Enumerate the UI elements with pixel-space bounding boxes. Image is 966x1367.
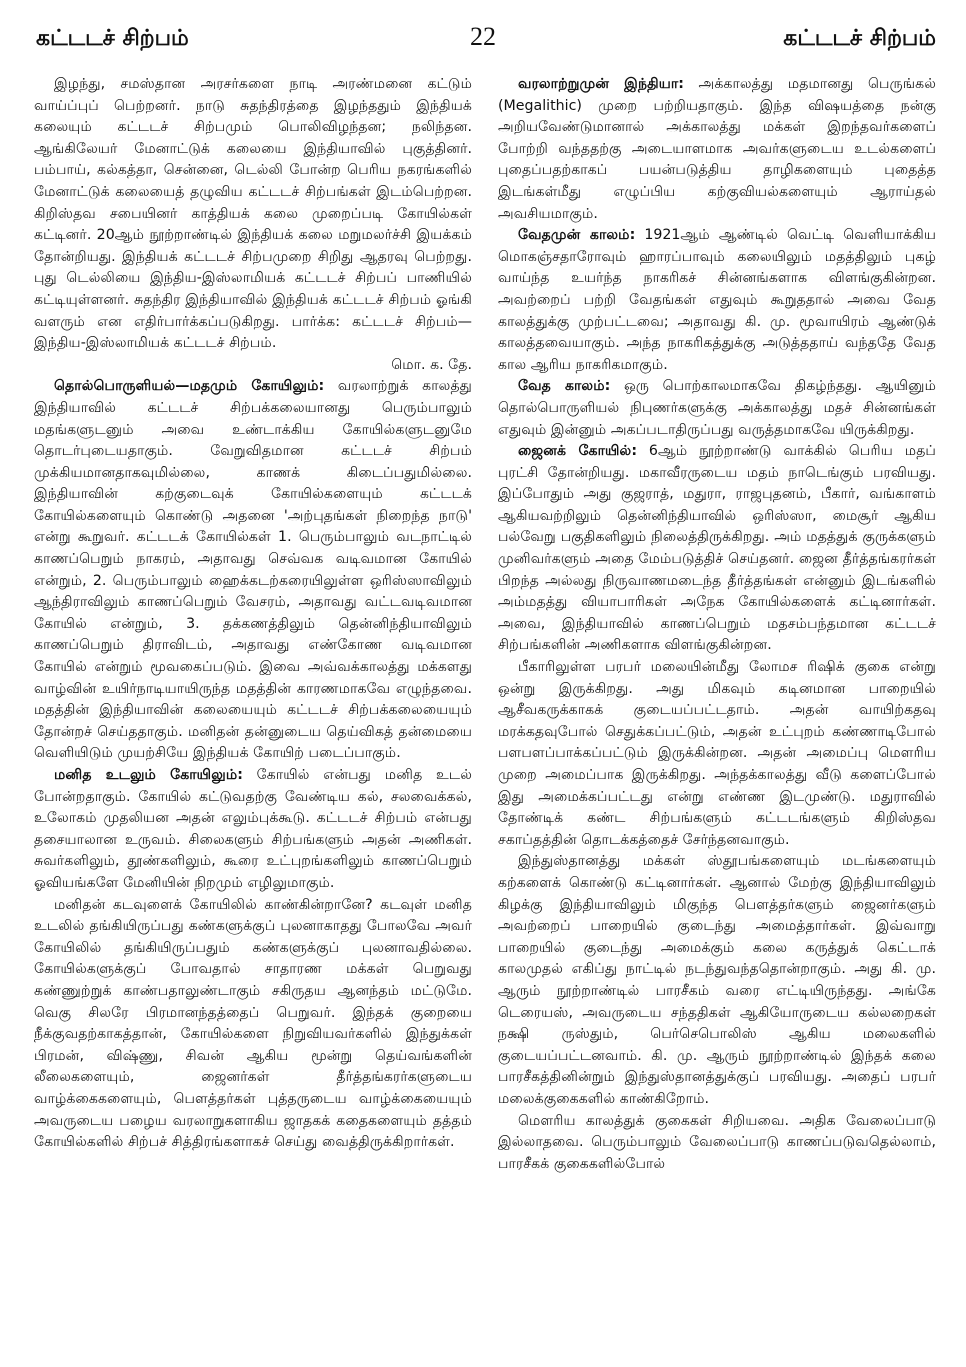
paragraph: மனிதன் கடவுளைக் கோயிலில் காண்கின்றானே? கடவுள் மனித உடலில் தங்கியிருப்பது கண்களுக்குப் புலனாகாதது போலவே அவர் கோயிலில் தங்கியிருப்பதும் கண்களுக்குப் புலனாவதில்லை. கோயில்களுக்குப் போவதால் சாதாரண மக்கள் பெறுவது கண்ணுற்றுக் காண்பதாலுண்டாகும் சகிருதய ஆனந்தம் மட்டுமே. வெகு சிலரே பிரமானந்தத்தைப் பெறுவர். இந்தக் குறையை நீக்குவதற்காகத்தான், கோயில்களை நிறுவியவர்களில் இந்துக்கள் பிரமன், விஷ்ணு, சிவன் ஆகிய மூன்று தெய்வங்களின் லீலைகளையும், ஜைனர்கள் தீர்த்தங்கரர்களுடைய வாழ்க்கைகளையும், பௌத்தர்கள் புத்தருடைய வாழ்க்கையையும் அவருடைய பழைய வரலாறுகளாகிய ஜாதகக் கதைகளையும் தத்தம் கோயில்களில் சிற்பச் சித்திரங்களாகச் செய்து வைத்திருக்கிறார்கள். <box>34 896 472 1151</box>
page-header <box>0 22 966 58</box>
section-paragraph: ஜைனக் கோயில்: 6ஆம் நூற்றாண்டு வாக்கில் பெரிய மதப் புரட்சி தோன்றியது. மகாவீரருடைய மதம் நாடெங்கும் பரவியது. இப்போதும் அது குஜராத், மதுரா, ராஜபுதனம், பீகார், வங்காளம் ஆகியவற்றிலும் தென்னிந்தியாவில் ஒரிஸ்ஸா, மைசூர் ஆகிய பல்வேறு பகுதிகளிலும் நிலைத்திருக்கிறது. அம் மதத்துக் குருக்களும் முனிவர்களும் அதை மேம்படுத்திச் செய்தனர். ஜைன தீர்த்தங்கரர்கள் பிறந்த அல்லது நிருவாணமடைந்த தீர்த்தங்கள் என்னும் இடங்களில் அம்மதத்து வியாபாரிகள் அநேக கோயில்களைக் கட்டினார்கள். அவை, இந்தியாவில் காணப்பெறும் மதசம்பந்தமான கட்டடச் சிற்பங்களின் அணிகளாக விளங்குகின்றன. <box>498 443 936 654</box>
running-title-right: கட்டடச் சிற்பம் <box>783 26 936 51</box>
running-title-left: கட்டடச் சிற்பம் <box>36 26 189 51</box>
paragraph: இழந்து, சமஸ்தான அரசர்களை நாடி அரண்மனை கட்டும் வாய்ப்புப் பெற்றனர். நாடு சுதந்திரத்தை இழந்ததும் இந்தியக் கலையும் கட்டடச் சிற்பமும் பொலிவிழந்தன; நலிந்தன. ஆங்கிலேயர் மேனாட்டுக் கலையை இந்தியாவில் புகுத்தினர். பம்பாய், கல்கத்தா, சென்னை, டெல்லி போன்ற பெரிய நகரங்களில் மேனாட்டுக் கலையைத் தழுவிய கட்டடச் சிற்பங்கள் இடம்பெற்றன. கிறிஸ்தவ சபையினர் காத்தியக் கலை முறைப்படி கோயில்கள் கட்டினர். 20ஆம் நூற்றாண்டில் இந்தியக் கலை மறுமலர்ச்சி இயக்கம் தோன்றியது. இந்தியக் கட்டடச் சிற்பமுறை சிறிது ஆதரவு பெற்றது. புது டெல்லியை இந்திய-இஸ்லாமியக் கட்டடச் சிற்பப் பாணியில் கட்டியுள்ளனர். சுதந்திர இந்தியாவில் இந்தியக் கட்டடச் சிற்பம் ஓங்கி வளரும் என எதிர்பார்க்கப்படுகிறது. பார்க்க: கட்டடச் சிற்பம்—இந்திய-இஸ்லாமியக் கட்டடச் சிற்பம். <box>34 76 472 352</box>
section-paragraph: வேத காலம்: ஒரு பொற்காலமாகவே திகழ்ந்தது. ஆயினும் தொல்பொருளியல் நிபுணர்களுக்கு அக்காலத்து மதச் சின்னங்கள் எதுவும் இன்னும் அகப்படாதிருப்பது வருத்தமாகவே யிருக்கிறது. <box>498 378 936 438</box>
section-heading: வேதமுன் காலம்: <box>518 227 636 244</box>
author-signature: மொ. க. தே. <box>391 356 472 373</box>
section-heading: வரலாற்றுமுன் இந்தியா: <box>518 76 684 92</box>
section-paragraph: வேதமுன் காலம்: 1921ஆம் ஆண்டில் வெட்டி வெளியாக்கிய மொகஞ்சதாரோவும் ஹாரப்பாவும் கலையிலும் மதத்திலும் புகழ் வாய்ந்த உயர்ந்த நாகரிகச் சின்னங்களாக விளங்குகின்றன. அவற்றைப் பற்றி வேதங்கள் எதுவும் கூறுததால் அவை வேத காலத்துக்கு முற்பட்டவை; அதாவது கி. மு. மூவாயிரம் ஆண்டுக் காலத்தவையாகும். அந்த நாகரிகத்துக்கு அடுத்ததாய் வந்ததே வேத கால ஆரிய நாகரிகமாகும். <box>498 227 936 373</box>
section-paragraph: மனித உடலும் கோயிலும்: கோயில் என்பது மனித உடல் போன்றதாகும். கோயில் கட்டுவதற்கு வேண்டிய கல், சலவைக்கல், உலோகம் முதலியன அதன் எலும்புக்கூடு. கட்டடச் சிற்பம் என்பது தசையாலான உருவம். சிலைகளும் சிற்பங்களும் அதன் அணிகள். சுவர்களிலும், தூண்களிலும், கூரை உட்புறங்களிலும் காணப்பெறும் ஓவியங்களே மேனியின் நிறமும் எழிலுமாகும். <box>34 767 472 891</box>
section-heading: ஜைனக் கோயில்: <box>518 443 638 460</box>
paragraph: இந்துஸ்தானத்து மக்கள் ஸ்தூபங்களையும் மடங்களையும் கற்களைக் கொண்டு கட்டினார்கள். ஆனால் மேற்கு இந்தியாவிலும் கிழக்கு இந்தியாவிலும் மிகுந்த பௌத்தர்களும் ஜைனர்களும் அவற்றைப் பாறையில் குடைந்து அமைத்தார்கள். இவ்வாறு பாறையில் குடைந்து அமைக்கும் கலை கருத்துக் கெட்டாக் காலமுதல் எகிப்து நாட்டில் நடந்துவந்ததொன்றாகும். அது கி. மு. ஆரும் நூற்றாண்டில் பாரசீகம் வரை எட்டியிருந்தது. அங்கே டெரையஸ், அவருடைய சந்ததிகள் ஆகியோருடைய கல்லறைகள் நக்ஷி ருஸ்தும், பெர்செபொலிஸ் ஆகிய மலைகளில் குடையப்பட்டனவாம். கி. மு. ஆரும் நூற்றாண்டில் இந்தக் கலை பாரசீகத்தினின்றும் இந்துஸ்தானத்துக்குப் பரவியது. அதைப் பரபர் மலைக்குகைகளில் காண்கிறோம். <box>498 853 936 1107</box>
section-paragraph: தொல்பொருளியல்—மதமும் கோயிலும்: வரலாற்றுக் காலத்து இந்தியாவில் கட்டடச் சிற்பக்கலையானது பெரும்பாலும் மதங்களுடனும் அவை உண்டாக்கிய கோயில்களுடனுமே தொடர்புடையதாகும். வேறுவிதமான கட்டடச் சிற்பம் முக்கியமானதாகவுமில்லை, காணக் கிடைப்பதுமில்லை. இந்தியாவின் கற்குடைவுக் கோயில்களையும் கட்டடக் கோயில்களையும் கொண்டு அதனை 'அற்புதங்கள் நிறைந்த நாடு' என்று கூறுவர். கட்டடக் கோயில்கள் 1. பெரும்பாலும் வடநாட்டில் காணப்பெறும் நாகரம், அதாவது செவ்வக வடிவமான கோயில் என்றும், 2. பெரும்பாலும் ஹைக்கடற்கரையிலுள்ள ஒரிஸ்ஸாவிலும் ஆந்திராவிலும் காணப்பெறும் வேசரம், அதாவது வட்டவடிவமான கோயில் என்றும், 3. தக்கணத்திலும் தென்னிந்தியாவிலும் காணப்பெறும் திராவிடம், அதாவது எண்கோண வடிவமான கோயில் என்றும் மூவகைப்படும். இவை அவ்வக்காலத்து மக்களது வாழ்வின் உயிர்நாடியாயிருந்த மதத்தின் காரணமாகவே எழுந்தவை. மதத்தின் இந்தியாவின் கலையையும் கட்டடச் சிற்பக்கலையையும் தோன்றச் செய்ததாகும். மனிதன் தன்னுடைய தெய்விகத் தன்மையை வெளியிடும் முயற்சியே இந்தியக் கோயிற் படைப்பாகும். <box>34 378 472 762</box>
section-heading: மனித உடலும் கோயிலும்: <box>54 767 243 783</box>
paragraph: மௌரிய காலத்துக் குகைகள் சிறியவை. அதிக வேலைப்பாடு இல்லாதவை. பெரும்பாலும் வேலைப்பாடு காணப்படுவதெல்லாம், பாரசீகக் குகைகளில்போல் <box>498 1112 936 1172</box>
section-heading: வேத காலம்: <box>518 378 611 395</box>
left-text-column <box>34 74 472 1360</box>
paragraph: பீகாரிலுள்ள பரபர் மலையின்மீது லோமச ரிஷிக் குகை என்று ஒன்று இருக்கிறது. அது மிகவும் கடினமான பாறையில் ஆசீவகருக்காகக் குடையப்பட்டதாம். அதன் வாயிற்கதவு மரக்கதவுபோல் செதுக்கப்பட்டும், அதன் உட்புறம் கண்ணாடிபோல் பளபளப்பாக்கப்பட்டும் இருக்கின்றன. அதன் அமைப்பு மௌரிய முறை அமைப்பாக இருக்கிறது. அந்தக்காலத்து வீடு களைப்போல் இது அமைக்கப்பட்டது என்று எண்ண இடமுண்டு. மதுராவில் தோண்டிக் கண்ட சிற்பங்களும் கட்டடங்களும் கிறிஸ்தவ சகாப்தத்தின் தொடக்கத்தைச் சேர்ந்தனவாகும். <box>498 659 936 848</box>
section-heading: தொல்பொருளியல்—மதமும் கோயிலும்: <box>54 378 325 395</box>
section-paragraph: வரலாற்றுமுன் இந்தியா: அக்காலத்து மதமானது பெருங்கல் (Megalithic) முறை பற்றியதாகும். இந்த விஷயத்தை நன்கு அறியவேண்டுமானால் அக்காலத்து மக்கள் இறந்தவர்களைப் போற்றி வந்ததற்கு அடையாளமாக அவர்களுடைய உடல்களைப் புதைப்பதற்காகப் பயன்படுத்திய தாழிகளையும் புதைத்த இடங்கள்மீது எழுப்பிய கற்குவியல்களையும் ஆராய்தல் அவசியமாகும். <box>498 76 936 222</box>
page-number: 22 <box>470 22 496 51</box>
right-text-column <box>498 74 936 1360</box>
